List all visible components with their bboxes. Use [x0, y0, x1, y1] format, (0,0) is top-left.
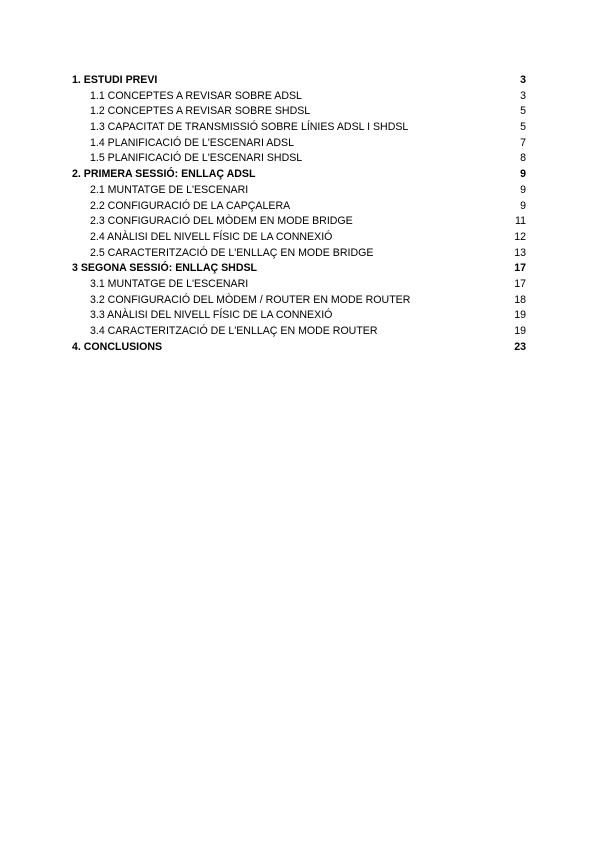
- toc-entry-title: 2.1 MUNTATGE DE L'ESCENARI: [90, 183, 249, 196]
- toc-entry-page: 9: [520, 168, 526, 181]
- toc-entry[interactable]: [72, 308, 526, 324]
- toc-entry[interactable]: [72, 167, 526, 183]
- toc-entry-page: 9: [520, 183, 526, 196]
- toc-entry[interactable]: [72, 293, 526, 309]
- toc-entry[interactable]: [72, 261, 526, 277]
- toc-entry[interactable]: [72, 89, 526, 105]
- toc-entry[interactable]: [72, 183, 526, 199]
- toc-entry[interactable]: [72, 199, 526, 215]
- toc-entry-title: 2.2 CONFIGURACIÓ DE LA CAPÇALERA: [90, 199, 291, 212]
- toc-entry-page: 19: [514, 309, 526, 322]
- toc-entry[interactable]: [72, 151, 526, 167]
- toc-entry[interactable]: [72, 120, 526, 136]
- toc-entry-page: 17: [514, 277, 526, 290]
- toc-entry-page: 11: [515, 215, 526, 228]
- toc-entry-title: 3.4 CARACTERITZACIÓ DE L'ENLLAÇ EN MODE ROUTER: [90, 325, 378, 337]
- toc-entry-page: 7: [520, 136, 526, 149]
- toc-entry[interactable]: [72, 136, 526, 152]
- toc-entry-title: 4. CONCLUSIONS: [72, 340, 163, 353]
- toc-entry-page: 23: [514, 340, 526, 353]
- toc-entry-page: 9: [520, 199, 526, 212]
- toc-entry[interactable]: [72, 340, 526, 356]
- toc-entry[interactable]: [72, 73, 526, 89]
- toc-entry[interactable]: [72, 214, 526, 230]
- toc-entry[interactable]: [72, 230, 526, 246]
- toc-entry-title: 2. PRIMERA SESSIÓ: ENLLAÇ ADSL: [72, 168, 256, 181]
- toc-entry-title: 2.5 CARACTERITZACIÓ DE L'ENLLAÇ EN MODE BRIDGE: [90, 246, 374, 259]
- toc-entry-page: 5: [520, 121, 526, 134]
- toc-entry-page: 3: [520, 89, 526, 102]
- toc-entry-title: 1.1 CONCEPTES A REVISAR SOBRE ADSL: [90, 89, 302, 102]
- toc-entry-page: 19: [514, 325, 526, 337]
- toc-entry-title: 2.3 CONFIGURACIÓ DEL MÒDEM EN MODE BRIDGE: [90, 215, 353, 228]
- toc-entry-page: 17: [514, 262, 526, 275]
- table-of-contents: [72, 73, 526, 355]
- toc-entry-page: 18: [514, 293, 526, 306]
- toc-entry[interactable]: [72, 324, 526, 340]
- toc-entry-page: 13: [514, 246, 526, 259]
- toc-entry-page: 3: [520, 74, 526, 86]
- toc-entry[interactable]: [72, 277, 526, 293]
- toc-entry-title: 1.4 PLANIFICACIÓ DE L'ESCENARI ADSL: [90, 136, 294, 149]
- toc-entry-title: 1.5 PLANIFICACIÓ DE L'ESCENARI SHDSL: [90, 152, 303, 165]
- toc-entry-page: 5: [520, 105, 526, 118]
- toc-entry-title: 3.3 ANÀLISI DEL NIVELL FÍSIC DE LA CONNEXIÓ: [90, 309, 333, 322]
- toc-entry-page: 8: [520, 152, 526, 165]
- toc-entry[interactable]: [72, 246, 526, 262]
- toc-entry[interactable]: [72, 104, 526, 120]
- toc-entry-title: 2.4 ANÀLISI DEL NIVELL FÍSIC DE LA CONNEXIÓ: [90, 230, 333, 243]
- toc-entry-title: 3.2 CONFIGURACIÓ DEL MÒDEM / ROUTER EN MODE ROUTER: [90, 293, 411, 306]
- toc-entry-title: 1. ESTUDI PREVI: [72, 74, 158, 86]
- toc-entry-title: 3.1 MUNTATGE DE L'ESCENARI: [90, 277, 249, 290]
- toc-entry-page: 12: [514, 230, 526, 243]
- toc-entry-title: 3 SEGONA SESSIÓ: ENLLAÇ SHDSL: [72, 262, 258, 275]
- toc-entry-title: 1.3 CAPACITAT DE TRANSMISSIÓ SOBRE LÍNIES ADSL I SHDSL: [90, 121, 409, 134]
- toc-entry-title: 1.2 CONCEPTES A REVISAR SOBRE SHDSL: [90, 105, 311, 118]
